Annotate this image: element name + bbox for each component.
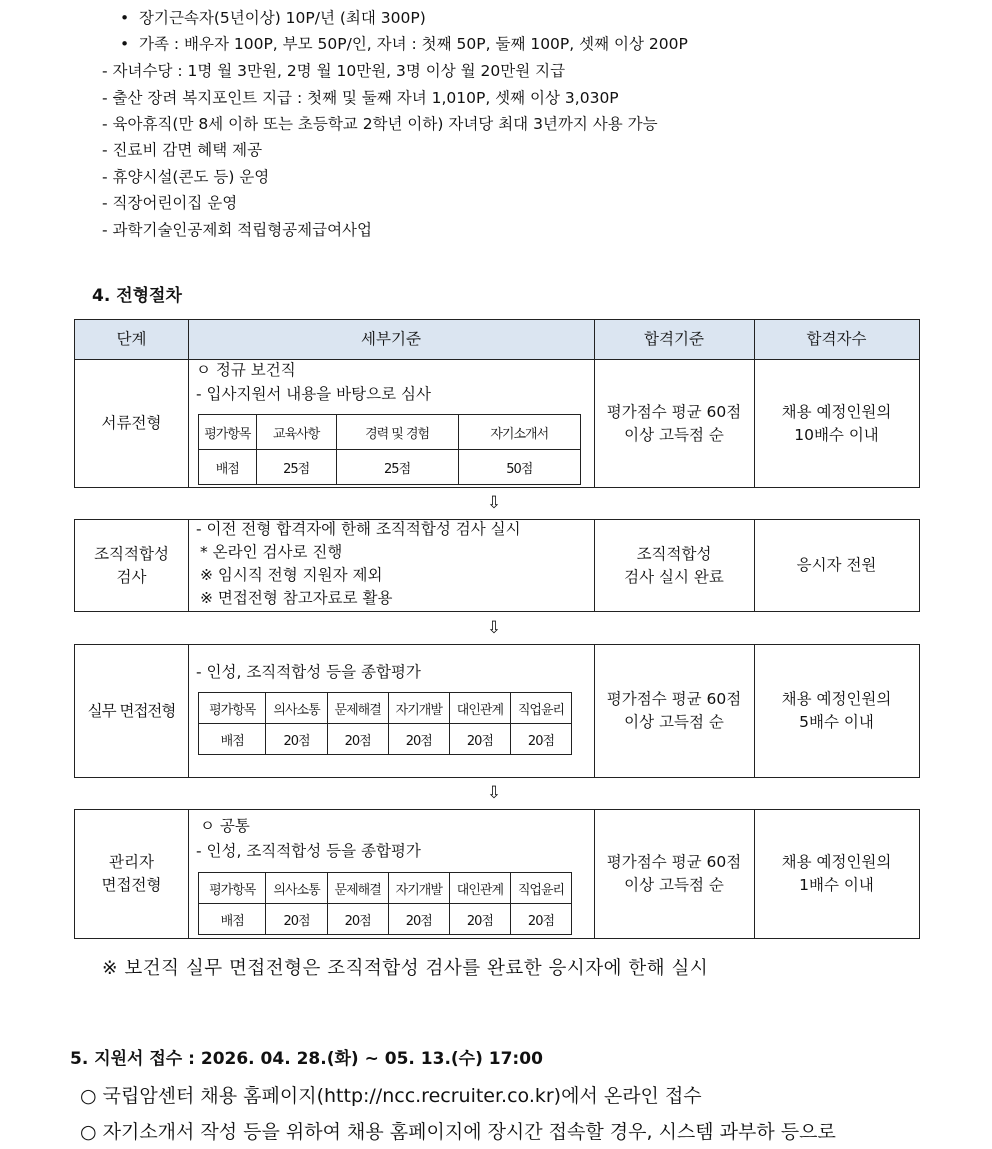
- down-arrow-icon: ⇩: [486, 618, 502, 638]
- header-count: 합격자수: [806, 330, 867, 348]
- section-title: 5. 지원서 접수 : 2026. 04. 28.(화) ~ 05. 13.(수) 17:00: [70, 1049, 543, 1069]
- score-table: 평가항목 의사소통 문제해결 자기개발 대인관계 직업윤리 배점 20점 20점 20점 20점 20점: [198, 692, 572, 755]
- table-header: [74, 319, 920, 360]
- benefit-sub-item: • 장기근속자(5년이상) 10P/년 (최대 300P): [120, 9, 426, 27]
- stage-detail: ㅇ 공통 - 인성, 조직적합성 등을 종합평가 평가항목 의사소통 문제해결 자기개발 대인관계 직업윤리 배점 20점 20점 20점 20점 20점: [188, 810, 594, 938]
- benefit-item: - 과학기술인공제회 적립형공제급여사업: [102, 221, 373, 239]
- benefit-item: - 육아휴직(만 8세 이하 또는 초등학교 2학년 이하) 자녀당 최대 3년까지 사용 가능: [102, 115, 658, 133]
- stage-manager-interview: [74, 809, 920, 939]
- stage-document-screening: [74, 359, 920, 488]
- stage-name: 조직적합성 검사: [94, 544, 169, 586]
- section-title: 4. 전형절차: [92, 286, 182, 306]
- benefit-item: - 진료비 감면 혜택 제공: [102, 141, 263, 159]
- benefit-item: - 직장어린이집 운영: [102, 194, 238, 212]
- stage-detail: ㅇ 정규 보건직 - 입사지원서 내용을 바탕으로 심사 평가항목 교육사항 경력 및 경험 자기소개서 배점 25점 25점 50점: [188, 360, 594, 487]
- benefit-sub-item: • 가족 : 배우자 100P, 부모 50P/인, 자녀 : 첫째 50P, 둘째 100P, 셋째 이상 200P: [120, 35, 688, 53]
- stage-name: 서류전형: [101, 414, 162, 432]
- stage-name: 관리자 면접전형: [101, 853, 162, 894]
- header-criteria: 합격기준: [644, 330, 704, 348]
- stage-count: 채용 예정인원의 10배수 이내: [781, 402, 892, 444]
- header-stage: 단계: [116, 330, 147, 348]
- stage-count: 채용 예정인원의 5배수 이내: [781, 690, 892, 731]
- score-table: 평가항목 교육사항 경력 및 경험 자기소개서 배점 25점 25점 50점: [198, 414, 581, 485]
- down-arrow-icon: ⇩: [486, 493, 502, 513]
- down-arrow-icon: ⇩: [486, 783, 502, 803]
- note: ※ 보건직 실무 면접전형은 조직적합성 검사를 완료한 응시자에 한해 실시: [102, 958, 709, 979]
- benefit-item: - 자녀수당 : 1명 월 3만원, 2명 월 10만원, 3명 이상 월 20만원 지급: [102, 62, 566, 80]
- stage-count: 채용 예정인원의 1배수 이내: [781, 853, 892, 894]
- stage-criteria: 평가점수 평균 60점 이상 고득점 순: [606, 402, 742, 444]
- stage-name: 실무 면접전형: [87, 701, 176, 720]
- stage-criteria: 평가점수 평균 60점 이상 고득점 순: [606, 690, 742, 731]
- stage-detail: - 이전 전형 합격자에 한해 조직적합성 검사 실시 * 온라인 검사로 진행 ※ 임시직 전형 지원자 제외 ※ 면접전형 참고자료로 활용: [196, 520, 521, 607]
- apply-item: ○ 국립암센터 채용 홈페이지(http://ncc.recruiter.co.kr)에서 온라인 접수: [80, 1085, 702, 1107]
- header-detail: 세부기준: [361, 330, 421, 348]
- stage-criteria: 평가점수 평균 60점 이상 고득점 순: [606, 853, 742, 894]
- stage-count: 응시자 전원: [796, 556, 877, 574]
- benefit-item: - 출산 장려 복지포인트 지급 : 첫째 및 둘째 자녀 1,010P, 셋째 이상 3,030P: [102, 89, 619, 107]
- stage-criteria: 조직적합성 검사 실시 완료: [624, 544, 724, 586]
- benefit-item: - 휴양시설(콘도 등) 운영: [102, 168, 270, 186]
- stage-fit-test: [74, 519, 920, 612]
- apply-item: ○ 자기소개서 작성 등을 위하여 채용 홈페이지에 장시간 접속할 경우, 시스템 과부하 등으로: [80, 1121, 836, 1143]
- score-table: 평가항목 의사소통 문제해결 자기개발 대인관계 직업윤리 배점 20점 20점 20점 20점 20점: [198, 872, 572, 935]
- stage-detail: - 인성, 조직적합성 등을 종합평가 평가항목 의사소통 문제해결 자기개발 대인관계 직업윤리 배점 20점 20점 20점 20점 20점: [188, 645, 594, 777]
- stage-practical-interview: [74, 644, 920, 778]
